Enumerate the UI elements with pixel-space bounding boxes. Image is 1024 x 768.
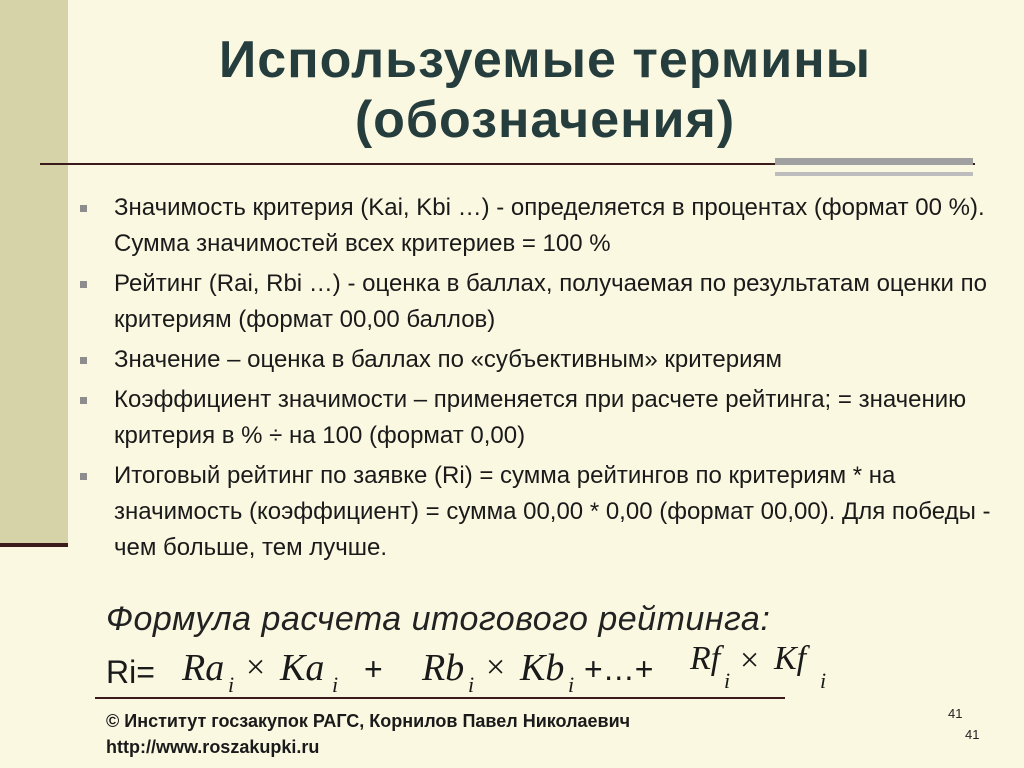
slide-title-line2: (обозначения) bbox=[354, 91, 736, 149]
formula-times-sign: × bbox=[246, 649, 266, 686]
formula-ri-label: Ri= bbox=[106, 654, 155, 690]
formula-underline bbox=[95, 697, 785, 699]
left-accent-bar bbox=[0, 0, 68, 543]
formula-plus-dots-plus: +…+ bbox=[584, 651, 654, 687]
formula-rb: Rb bbox=[422, 647, 465, 689]
formula-ka-subscript: i bbox=[332, 672, 339, 697]
formula-times-sign: × bbox=[486, 649, 506, 686]
formula-ra-subscript: i bbox=[228, 672, 235, 697]
page-number-lower: 41 bbox=[965, 727, 980, 742]
list-item bbox=[80, 190, 1015, 262]
term-text: Значение – оценка в баллах по «субъективным» критериям bbox=[114, 346, 783, 373]
formula-ka: Ka bbox=[280, 647, 325, 689]
list-item bbox=[80, 458, 1015, 566]
list-item bbox=[80, 382, 1015, 454]
footer bbox=[106, 708, 630, 760]
formula-times-sign: × bbox=[740, 642, 760, 679]
square-bullet-icon bbox=[80, 473, 87, 480]
slide-title-line1: Используемые термины bbox=[218, 31, 872, 89]
list-item bbox=[80, 342, 1015, 378]
term-text: Итоговый рейтинг по заявке (Ri) = сумма рейтингов по критериям * на значимость (коэффициент) = сумма 00,00 * 0,00 (формат 00,00). Для победы - чем больше, тем лучше. bbox=[114, 462, 991, 561]
title-divider-accent bbox=[775, 158, 973, 165]
formula-plus-sign: + bbox=[364, 651, 383, 687]
square-bullet-icon bbox=[80, 357, 87, 364]
formula-rf-subscript: i bbox=[724, 668, 731, 693]
page-number-upper: 41 bbox=[948, 706, 963, 721]
formula-kf: Kf bbox=[774, 640, 807, 677]
formula-kb: Kb bbox=[520, 647, 565, 689]
formula-kb-subscript: i bbox=[568, 672, 575, 697]
square-bullet-icon bbox=[80, 281, 87, 288]
square-bullet-icon bbox=[80, 205, 87, 212]
term-text: Значимость критерия (Kai, Kbi …) - определяется в процентах (формат 00 %). Сумма значимостей всех критериев = 100 % bbox=[114, 194, 985, 257]
slide-title bbox=[90, 30, 1000, 150]
term-text: Рейтинг (Rai, Rbi …) - оценка в баллах, получаемая по результатам оценки по критериям (формат 00,00 баллов) bbox=[114, 270, 987, 333]
term-text: Коэффициент значимости – применяется при расчете рейтинга; = значению критерия в % ÷ на 100 (формат 0,00) bbox=[114, 386, 967, 449]
formula-kf-subscript: i bbox=[820, 668, 827, 693]
left-accent-underline bbox=[0, 543, 68, 547]
list-item bbox=[80, 266, 1015, 338]
footer-copyright: © Институт госзакупок РАГС, Корнилов Павел Николаевич bbox=[106, 711, 631, 731]
square-bullet-icon bbox=[80, 397, 87, 404]
title-divider-accent-lower bbox=[775, 172, 973, 176]
formula-heading: Формула расчета итогового рейтинга: bbox=[106, 600, 771, 638]
formula-rb-subscript: i bbox=[468, 672, 475, 697]
formula-expression bbox=[106, 640, 846, 697]
formula-rf: Rf bbox=[690, 640, 721, 677]
terms-list bbox=[80, 190, 1015, 570]
formula-ra: Ra bbox=[182, 647, 225, 689]
footer-url: http://www.roszakupki.ru bbox=[106, 737, 320, 757]
